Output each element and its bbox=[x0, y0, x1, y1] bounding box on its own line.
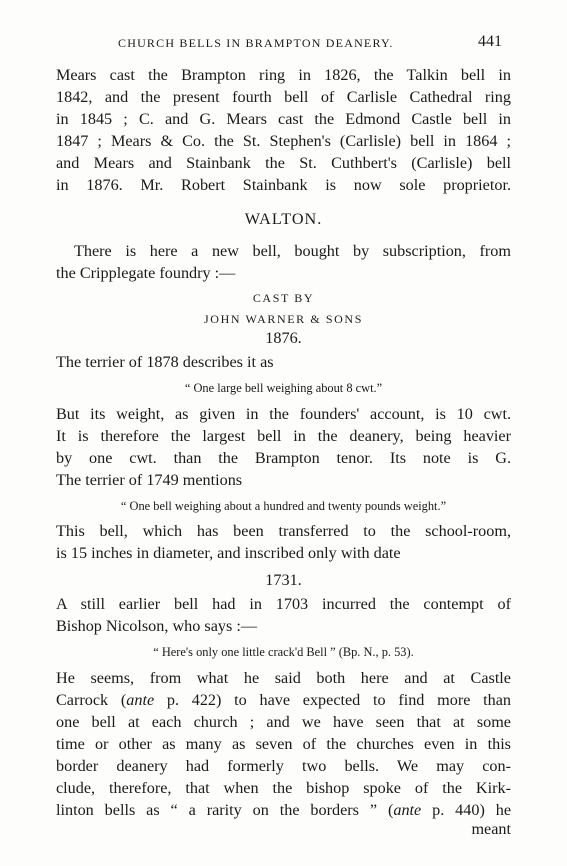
quotation: “ Here's only one little crack'd Bell ” (Bp. N., p. 53). bbox=[153, 645, 414, 659]
paragraph-line: by one cwt. than the Brampton tenor. Its note is G. bbox=[56, 449, 511, 467]
paragraph-line: But its weight, as given in the founders' account, is 10 cwt. bbox=[56, 405, 511, 423]
quotation: “ One bell weighing about a hundred and twenty pounds weight.” bbox=[120, 499, 447, 513]
paragraph-line: is 15 inches in diameter, and inscribed only with date bbox=[56, 544, 401, 562]
paragraph-line: A still earlier bell had in 1703 incurred the contempt of bbox=[56, 595, 511, 613]
inscription-line: CAST BY bbox=[252, 291, 315, 305]
paragraph-line: Carrock (ante p. 422) to have expected to find more than bbox=[56, 691, 511, 709]
paragraph-line: Bishop Nicolson, who says :— bbox=[56, 617, 258, 635]
paragraph-line: in 1876. Mr. Robert Stainbank is now sole proprietor. bbox=[56, 176, 511, 194]
inscription-line: JOHN WARNER & SONS bbox=[204, 312, 363, 326]
paragraph-line: time or other as many as seven of the churches even in this bbox=[56, 735, 511, 753]
paragraph-line: linton bells as “ a rarity on the borders ” (ante p. 440) he bbox=[56, 801, 512, 819]
paragraph-line: 1847 ; Mears & Co. the St. Stephen's (Carlisle) bell in 1864 ; bbox=[56, 132, 511, 150]
bell-date: 1731. bbox=[265, 571, 302, 589]
inscription-date: 1876. bbox=[265, 329, 302, 347]
section-heading: WALTON. bbox=[244, 210, 323, 228]
paragraph-line: clude, therefore, that when the bishop spoke of the Kirk- bbox=[56, 779, 511, 797]
paragraph-line: and Mears and Stainbank the St. Cuthbert's (Carlisle) bell bbox=[56, 154, 511, 172]
paragraph-line: border deanery had formerly two bells. We may con- bbox=[56, 757, 511, 775]
paragraph-line: It is therefore the largest bell in the deanery, being heavier bbox=[56, 427, 511, 445]
paragraph-line: 1842, and the present fourth bell of Carlisle Cathedral ring bbox=[56, 88, 511, 106]
page-header bbox=[0, 33, 567, 54]
paragraph-line: This bell, which has been transferred to the school-room, bbox=[56, 522, 511, 540]
running-title: CHURCH BELLS IN BRAMPTON DEANERY. bbox=[118, 36, 394, 50]
page-number: 441 bbox=[478, 33, 502, 50]
paragraph-line: The terrier of 1749 mentions bbox=[56, 471, 243, 489]
paragraph-line: He seems, from what he said both here and at Castle bbox=[56, 669, 511, 687]
paragraph-line: Mears cast the Brampton ring in 1826, the Talkin bell in bbox=[56, 66, 511, 84]
paragraph-line: There is here a new bell, bought by subscription, from bbox=[74, 242, 511, 260]
paragraph-line: one bell at each church ; and we have seen that at some bbox=[56, 713, 511, 731]
paragraph-line: the Cripplegate foundry :— bbox=[56, 264, 236, 282]
paragraph-line: The terrier of 1878 describes it as bbox=[56, 353, 274, 371]
paragraph-line: in 1845 ; C. and G. Mears cast the Edmond Castle bell in bbox=[56, 110, 511, 128]
catchword: meant bbox=[471, 820, 511, 838]
quotation: “ One large bell weighing about 8 cwt.” bbox=[184, 381, 383, 395]
